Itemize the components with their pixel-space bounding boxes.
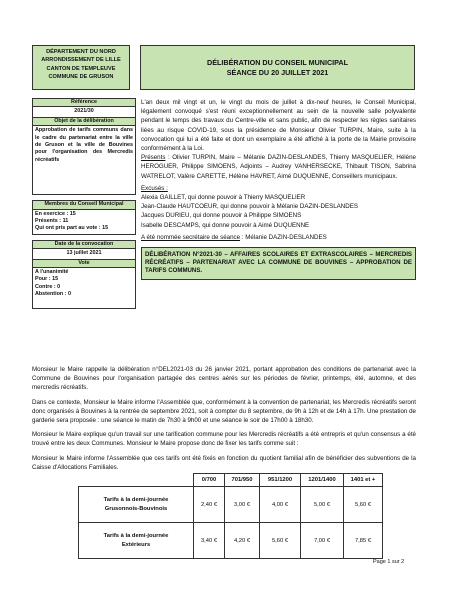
vote-unanimite: A l'unanimité bbox=[35, 269, 69, 276]
dept-line: CANTON DE TEMPLEUVE bbox=[46, 65, 116, 72]
membres-label: Membres du Conseil Municipal bbox=[32, 200, 136, 209]
column-header: 1201/1400 bbox=[301, 474, 344, 487]
secretaire-text: : Mélanie DAZIN-DESLANDES bbox=[240, 233, 327, 241]
objet-label: Objet de la délibération bbox=[32, 118, 136, 126]
table-header-row bbox=[79, 474, 383, 487]
row-label-line: Tarifs à la demi-journée bbox=[103, 496, 169, 503]
intro-paragraph: L'an deux mil vingt et un, le vingt du mois de juillet à dix-neuf heures, le Conseil Municipal, légalement convoqué s'est réuni exceptionnellement au sein de la nouvelle salle polyvalente pendant le temps des travaux du Centre-ville et sans public, afin de respecter les règles sanitaires liées au risque COVID-19, sous la présidence de Monsieur Olivier TURPIN, Maire, suite à la convocation qui lui a été faite et dont un exemplaire a été affiché à la porte de la Mairie provisoire conformément à la Loi. bbox=[141, 99, 416, 153]
excuse-line: Jean-Claude HAUTCOEUR, qui donne pouvoir à Mélanie DAZIN-DESLANDES bbox=[141, 203, 358, 211]
membres-counts bbox=[32, 210, 136, 235]
reference-label: Référence bbox=[32, 98, 136, 107]
dept-line: DÉPARTEMENT DU NORD bbox=[46, 49, 116, 55]
vote-abstention: Abstention : 0 bbox=[35, 291, 71, 298]
table-cell: 5,60 € bbox=[260, 523, 301, 559]
body-paragraph: Monsieur le Maire rappelle la délibération n°DEL2021-03 du 26 janvier 2021, portant approbation des conditions de partenariat avec la Commune de Bouvines pour l'organisation partagée des centres aérés sur les périodes de février, printemps, été, automne, et des mercredis récréatifs. bbox=[32, 366, 416, 392]
secretaire-label: A été nommée secrétaire de séance bbox=[141, 233, 241, 241]
table-cell: 2,40 € bbox=[194, 487, 225, 523]
table-cell: 7,85 € bbox=[344, 523, 383, 559]
table-cell: 5,00 € bbox=[301, 487, 344, 523]
department-header bbox=[32, 45, 130, 90]
presents-count: Présents : 11 bbox=[35, 218, 69, 225]
presents-paragraph bbox=[141, 153, 416, 181]
table-cell: 7,00 € bbox=[301, 523, 344, 559]
excuse-line: Isabelle DESCAMPS, qui donne pouvoir à Aimé DUQUENNE bbox=[141, 221, 310, 229]
vote-label: Vote bbox=[32, 260, 136, 268]
body-paragraph: Dans ce contexte, Monsieur le Maire informe l'Assemblée que, conformément à la convention de partenariat, les Mercredis récréatifs seront donc organisés à Bouvines à la rentrée de septembre 2021, soit à compter du 8 septembre, de 9h à 12h et de 14h à 17h. Une prestation de garderie sera proposée : une séance le matin de 7h30 à 9h00 et une séance le soir de 17h00 à 18h30. bbox=[32, 398, 416, 425]
vote-pour: Pour : 15 bbox=[35, 276, 59, 283]
column-header: 1401 et + bbox=[344, 474, 383, 487]
body-section bbox=[32, 365, 416, 477]
convocation-date: 13 juillet 2021 bbox=[32, 249, 136, 259]
excuse-line: Jacques DURIEU, qui donne pouvoir à Philippe SIMOENS bbox=[141, 212, 302, 220]
row-label-line: Grusonnois-Bouvinois bbox=[104, 505, 168, 512]
table-row bbox=[79, 487, 383, 523]
row-label bbox=[79, 487, 194, 523]
dept-line: COMMUNE DE GRUSON bbox=[48, 74, 114, 81]
table-cell: 4,20 € bbox=[225, 523, 260, 559]
excuses-block bbox=[141, 184, 416, 230]
exercice-count: En exercice : 15 bbox=[35, 210, 76, 217]
tarifs-table bbox=[78, 473, 383, 559]
body-paragraph: Monsieur le Maire informe l'Assemblée que ces tarifs ont été fixés en fonction du quotient familial afin de bénéficier des subventions de la Caisse d'Allocations Familiales. bbox=[32, 454, 416, 471]
table-row bbox=[79, 523, 383, 559]
presents-text: : Olivier TURPIN, Maire – Mélanie DAZIN-DESLANDES, Thierry MASQUELIER, Hélène HEROGUER, Philippe SIMOENS, Adjoints – Audrey VANHERSECKE, Thibault TISON, Sabrina WATRELOT, Valère CARETTE, Hélène HAVRET, Aimé DUQUENNE, Conseillers municipaux. bbox=[141, 154, 416, 180]
dept-line: ARRONDISSEMENT DE LILLE bbox=[41, 57, 121, 64]
table-cell: 5,60 € bbox=[344, 487, 383, 523]
vote-count: Qui ont pris part au vote : 15 bbox=[35, 225, 109, 232]
row-label-line: Tarifs à la demi-journée bbox=[103, 532, 169, 539]
deliberation-title bbox=[140, 45, 415, 90]
reference-value: 2021/30 bbox=[32, 107, 136, 117]
table-cell: 3,40 € bbox=[194, 523, 225, 559]
column-header: 0/700 bbox=[194, 474, 225, 487]
vote-contre: Contre : 0 bbox=[35, 283, 61, 290]
table-cell: 3,00 € bbox=[225, 487, 260, 523]
page-number: Page 1 sur 2 bbox=[373, 559, 405, 565]
convocation-label: Date de la convocation bbox=[32, 240, 136, 249]
excuses-label: Excusés : bbox=[141, 184, 168, 192]
column-header: 951/1200 bbox=[260, 474, 301, 487]
row-label-line: Extérieurs bbox=[121, 541, 151, 548]
excuse-line: Alexia GAILLET, qui donne pouvoir à Thierry MASQUELIER bbox=[141, 194, 306, 202]
body-paragraph: Monsieur le Maire explique qu'un travail sur une tarification commune pour les Mercredis récréatifs a été entrepris et qu'un consensus a été trouvé entre les deux Communes. Monsieur le Maire propose donc de fixer les tarifs comme suit : bbox=[32, 431, 416, 448]
objet-text: Approbation de tarifs communs dans le cadre du partenariat entre la ville de Gruson et la ville de Bouvines pour l'organisation des Mercredis récréatifs bbox=[32, 126, 136, 195]
title-line: DÉLIBÉRATION DU CONSEIL MUNICIPAL bbox=[207, 58, 348, 67]
column-header: 701/950 bbox=[225, 474, 260, 487]
row-label bbox=[79, 523, 194, 559]
table-cell: 4,00 € bbox=[260, 487, 301, 523]
sidebar bbox=[32, 98, 136, 309]
session-date: SÉANCE DU 20 JUILLET 2021 bbox=[226, 68, 329, 77]
decision-title: DÉLIBÉRATION N°2021-30 – AFFAIRES SCOLAIRES ET EXTRASCOLAIRES – MERCREDIS RÉCRÉATIFS – PARTENARIAT AVEC LA COMMUNE DE BOUVINES – APPROBATION DE TARIFS COMMUNS. bbox=[141, 247, 416, 280]
secretaire-paragraph bbox=[141, 233, 416, 242]
intro-section bbox=[141, 98, 416, 280]
presents-label: Présents bbox=[141, 154, 166, 162]
vote-results bbox=[32, 268, 136, 309]
